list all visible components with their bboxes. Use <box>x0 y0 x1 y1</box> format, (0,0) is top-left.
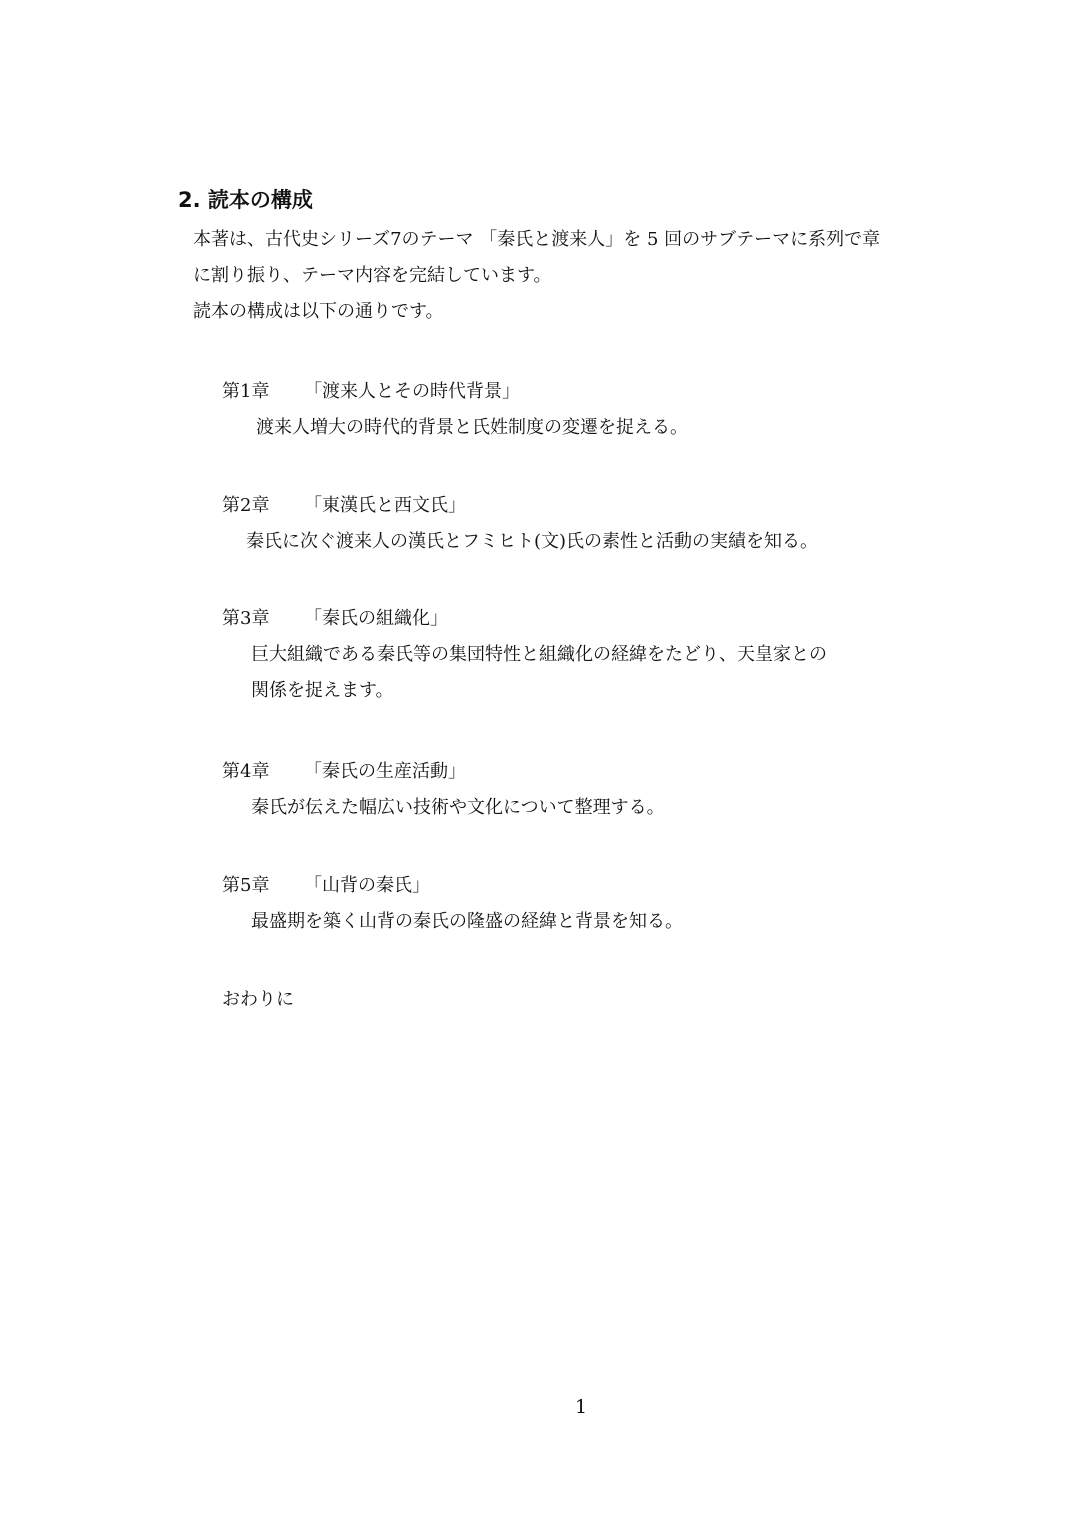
section-heading: 2. 読本の構成 <box>178 188 313 212</box>
chapter-5 <box>222 868 683 940</box>
page-number: 1 <box>574 1396 588 1418</box>
chapter-1 <box>222 374 688 446</box>
chapter-3 <box>222 601 827 709</box>
chapter-title: 「東漢氏と西文氏」 <box>304 495 466 516</box>
chapter-description: 最盛期を築く山背の秦氏の隆盛の経緯と背景を知る。 <box>251 911 683 932</box>
chapter-4 <box>222 754 665 826</box>
chapter-title: 「山背の秦氏」 <box>304 875 430 896</box>
chapter-number: 第3章 <box>222 608 270 629</box>
chapter-2 <box>222 488 818 560</box>
chapter-description: 巨大組織である秦氏等の集団特性と組織化の経緯をたどり、天皇家との <box>251 644 827 665</box>
chapter-description: 秦氏に次ぐ渡来人の漢氏とフミヒト(文)氏の素性と活動の実績を知る。 <box>246 531 819 552</box>
intro-line: に割り振り、テーマ内容を完結しています。 <box>193 265 552 286</box>
chapter-description: 渡来人増大の時代的背景と氏姓制度の変遷を捉える。 <box>256 417 688 438</box>
intro-paragraph <box>193 222 1003 330</box>
chapter-description: 秦氏が伝えた幅広い技術や文化について整理する。 <box>251 797 665 818</box>
chapter-title: 「秦氏の生産活動」 <box>304 761 466 782</box>
chapter-number: 第4章 <box>222 761 270 782</box>
chapter-number: 第1章 <box>222 381 270 402</box>
chapter-heading <box>222 601 827 637</box>
chapter-number: 第5章 <box>222 875 270 896</box>
chapter-heading <box>222 868 683 904</box>
intro-line: 本著は、古代史シリーズ7のテーマ 「秦氏と渡来人」を 5 回のサブテーマに系列で章 <box>193 229 881 250</box>
chapter-heading <box>222 488 818 524</box>
chapter-heading <box>222 374 688 410</box>
chapter-description: 関係を捉えます。 <box>251 680 394 701</box>
closing-section: おわりに <box>222 989 294 1010</box>
intro-line: 読本の構成は以下の通りです。 <box>193 301 444 322</box>
chapter-title: 「秦氏の組織化」 <box>304 608 448 629</box>
chapter-heading <box>222 754 665 790</box>
chapter-number: 第2章 <box>222 495 270 516</box>
chapter-title: 「渡来人とその時代背景」 <box>304 381 520 402</box>
